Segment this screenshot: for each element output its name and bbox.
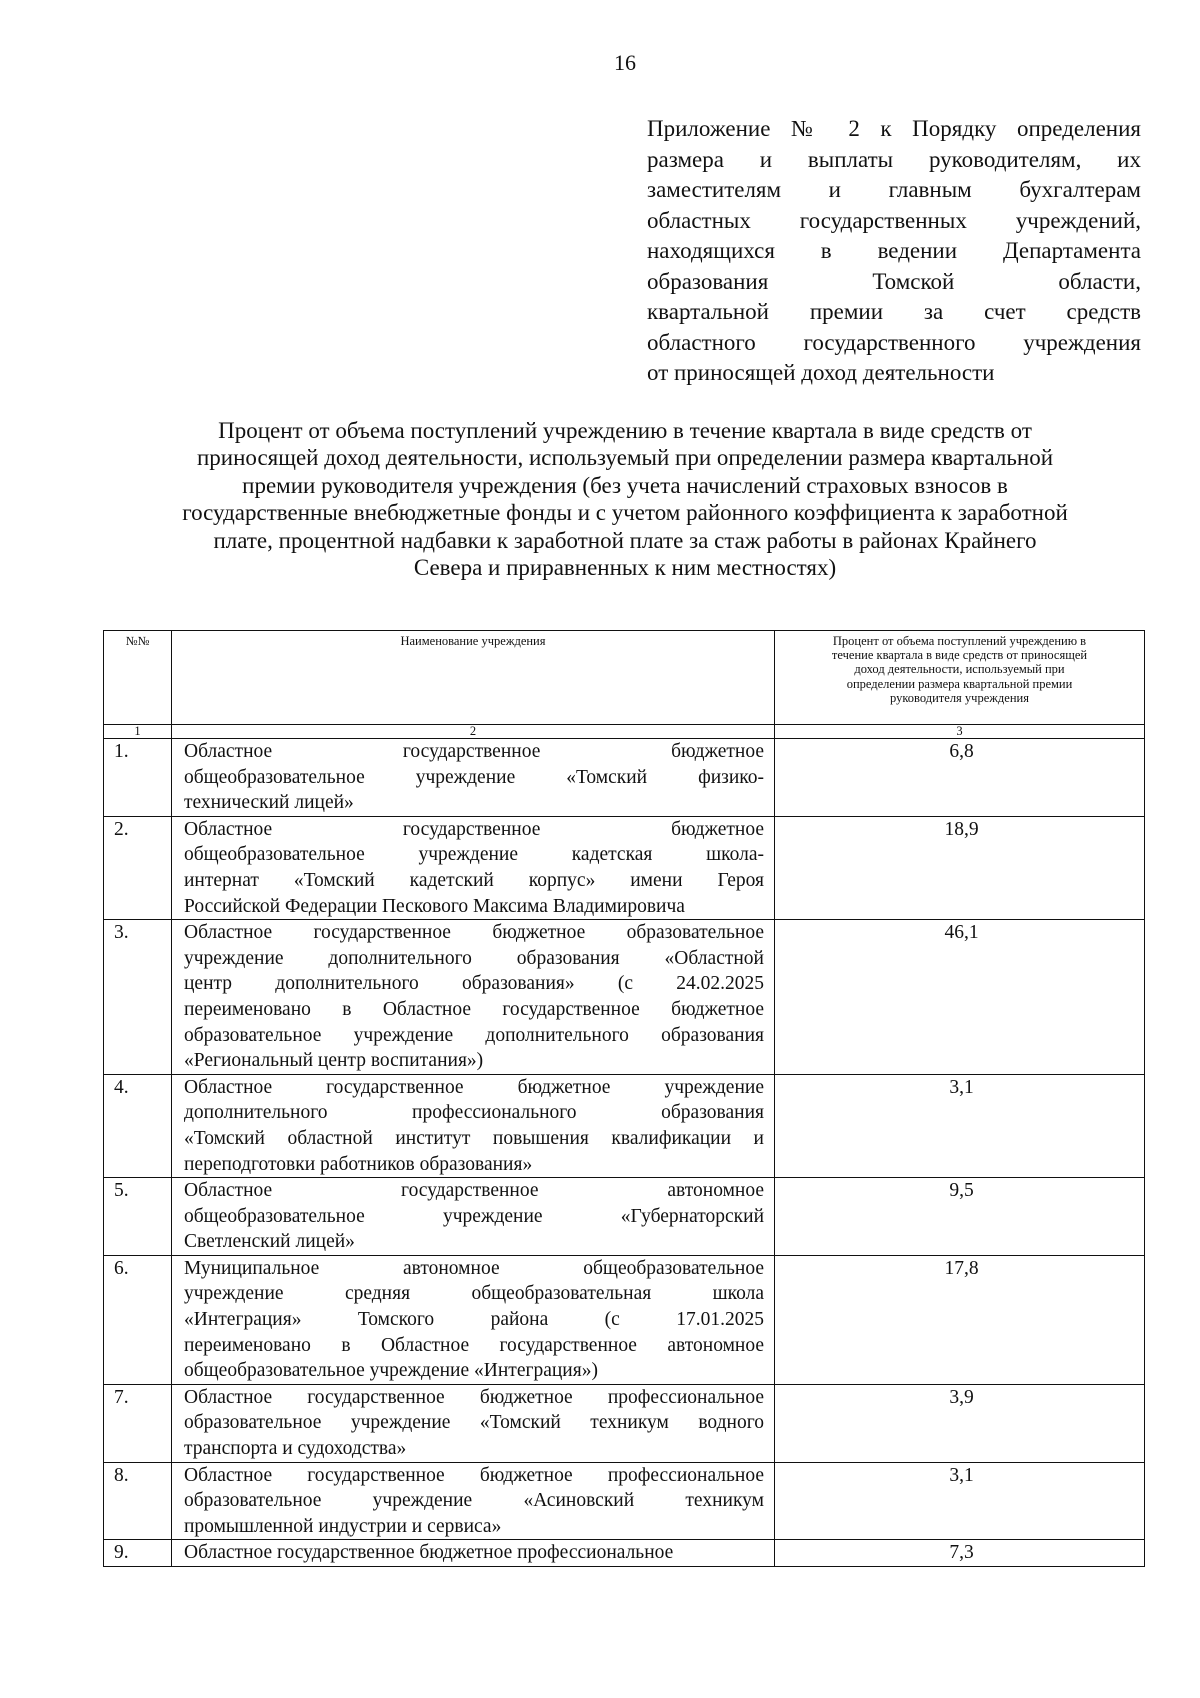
row-number: 2. (104, 816, 172, 919)
institution-name-line: «Интеграция» Томского района (с 17.01.2025 (184, 1309, 764, 1331)
institution-name-line: образовательное учреждение дополнительного образования (184, 1024, 764, 1046)
title-line: Процент от объема поступлений учреждению в течение квартала в виде средств от (218, 418, 1032, 443)
institution-name-line: общеобразовательное учреждение «Губернаторский (184, 1205, 764, 1227)
percent-value: 7,3 (775, 1540, 1145, 1567)
appendix-line: от приносящей доход деятельности (647, 360, 995, 385)
institution-name (172, 1178, 775, 1256)
row-number: 3. (104, 920, 172, 1075)
header-percent-line: руководителя учреждения (890, 690, 1029, 705)
column-index: 2 (172, 725, 775, 739)
percent-value: 3,9 (775, 1384, 1145, 1462)
institution-name-line: учреждение дополнительного образования «Областной (184, 947, 764, 969)
header-number: №№ (104, 631, 172, 725)
header-percent-line: течение квартала в виде средств от приносящей (831, 648, 1088, 663)
institution-name-line: образовательное учреждение «Томский техникум водного (184, 1412, 764, 1434)
row-number: 8. (104, 1462, 172, 1540)
institution-name (172, 1074, 775, 1177)
institution-name-line: образовательное учреждение «Асиновский техникум (184, 1490, 764, 1512)
percent-value: 3,1 (775, 1074, 1145, 1177)
column-index-row (104, 725, 1145, 739)
percent-value: 46,1 (775, 920, 1145, 1075)
column-index: 1 (104, 725, 172, 739)
institution-name-line: переименовано в Областное государственное автономное (184, 1334, 764, 1356)
header-percent (775, 631, 1145, 725)
table-row (104, 1255, 1145, 1384)
header-percent-line: определении размера квартальной премии (846, 676, 1073, 691)
institution-name-line: общеобразовательное учреждение кадетская школа- (184, 844, 764, 866)
institution-name-line: общеобразовательное учреждение «Интеграция») (184, 1360, 598, 1382)
institution-name (172, 1384, 775, 1462)
institution-name-line: общеобразовательное учреждение «Томский физико- (184, 766, 764, 788)
percent-value: 9,5 (775, 1178, 1145, 1256)
institution-name-line: Муниципальное автономное общеобразовательное (184, 1257, 764, 1279)
percent-value: 3,1 (775, 1462, 1145, 1540)
document-title (100, 417, 1150, 581)
page-number: 16 (614, 50, 636, 75)
appendix-line: областного государственного учреждения (647, 329, 1141, 355)
institution-name-line: Областное государственное бюджетное профессиональное (184, 1386, 764, 1408)
row-number: 7. (104, 1384, 172, 1462)
table-row (104, 1540, 1145, 1567)
institution-name (172, 739, 775, 817)
table-row (104, 816, 1145, 919)
institution-name-line: Областное государственное бюджетное учреждение (184, 1076, 764, 1098)
column-index: 3 (775, 725, 1145, 739)
title-line: приносящей доход деятельности, используемый при определении размера квартальной (196, 445, 1054, 471)
table-row (104, 920, 1145, 1075)
institution-name-line: учреждение средняя общеобразовательная школа (184, 1283, 764, 1305)
institution-name-line: Областное государственное бюджетное профессиональное (184, 1464, 764, 1486)
institution-name-line: центр дополнительного образования» (с 24.02.2025 (184, 973, 764, 995)
institution-name-line: Областное государственное бюджетное профессиональное (184, 1542, 674, 1564)
percent-value: 18,9 (775, 816, 1145, 919)
table-row (104, 1384, 1145, 1462)
appendix-line: образования Томской области, (647, 268, 1141, 294)
title-line: плате, процентной надбавки к заработной плате за стаж работы в районах Крайнего (213, 527, 1037, 553)
institution-name-line: Областное государственное бюджетное (184, 818, 764, 840)
table-row (104, 1462, 1145, 1540)
institution-name-line: Областное государственное бюджетное образовательное (184, 922, 764, 944)
table-header-row (104, 631, 1145, 725)
institution-name-line: Областное государственное автономное (184, 1180, 764, 1202)
row-number: 6. (104, 1255, 172, 1384)
table-row (104, 1074, 1145, 1177)
institution-name-line: Российской Федерации Пескового Максима Владимировича (184, 895, 685, 917)
header-percent-line: доход деятельности, используемый при (854, 662, 1065, 677)
percent-value: 6,8 (775, 739, 1145, 817)
header-name: Наименование учреждения (172, 631, 775, 725)
row-number: 9. (104, 1540, 172, 1567)
row-number: 1. (104, 739, 172, 817)
institution-name-line: технический лицей» (184, 792, 354, 814)
appendix-line: Приложение № 2 к Порядку определения (647, 116, 1141, 141)
row-number: 5. (104, 1178, 172, 1256)
header-percent-line: Процент от объема поступлений учреждению в (832, 634, 1087, 648)
table-row (104, 739, 1145, 817)
institution-name (172, 920, 775, 1075)
institution-name (172, 1540, 775, 1567)
row-number: 4. (104, 1074, 172, 1177)
institution-name-line: интернат «Томский кадетский корпус» имени Героя (184, 869, 764, 891)
table-row (104, 1178, 1145, 1256)
institution-name-line: «Томский областной институт повышения квалификации и (184, 1127, 764, 1149)
institution-name-line: промышленной индустрии и сервиса» (184, 1515, 502, 1537)
institution-name-line: Областное государственное бюджетное (184, 741, 764, 762)
appendix-line: областных государственных учреждений, (647, 207, 1141, 233)
appendix-line: заместителям и главным бухгалтерам (647, 177, 1141, 202)
title-line: Севера и приравненных к ним местностях) (413, 555, 837, 581)
institution-name (172, 1462, 775, 1540)
institution-name-line: «Региональный центр воспитания») (184, 1050, 484, 1072)
institution-name (172, 816, 775, 919)
institution-name-line: дополнительного профессионального образования (184, 1102, 764, 1124)
appendix-note (647, 114, 1141, 389)
title-line: премии руководителя учреждения (без учета начислений страховых взносов в (242, 472, 1008, 498)
appendix-line: размера и выплаты руководителям, их (647, 146, 1141, 172)
institutions-table (103, 630, 1145, 1567)
percent-value: 17,8 (775, 1255, 1145, 1384)
institution-name-line: переподготовки работников образования» (184, 1153, 533, 1175)
institution-name-line: Светленский лицей» (184, 1231, 355, 1253)
institution-name-line: транспорта и судоходства» (184, 1438, 407, 1460)
appendix-line: квартальной премии за счет средств (647, 299, 1141, 324)
institution-name (172, 1255, 775, 1384)
appendix-line: находящихся в ведении Департамента (647, 238, 1141, 263)
institution-name-line: переименовано в Областное государственное бюджетное (184, 998, 764, 1020)
title-line: государственные внебюджетные фонды и с учетом районного коэффициента к заработной (182, 500, 1068, 526)
